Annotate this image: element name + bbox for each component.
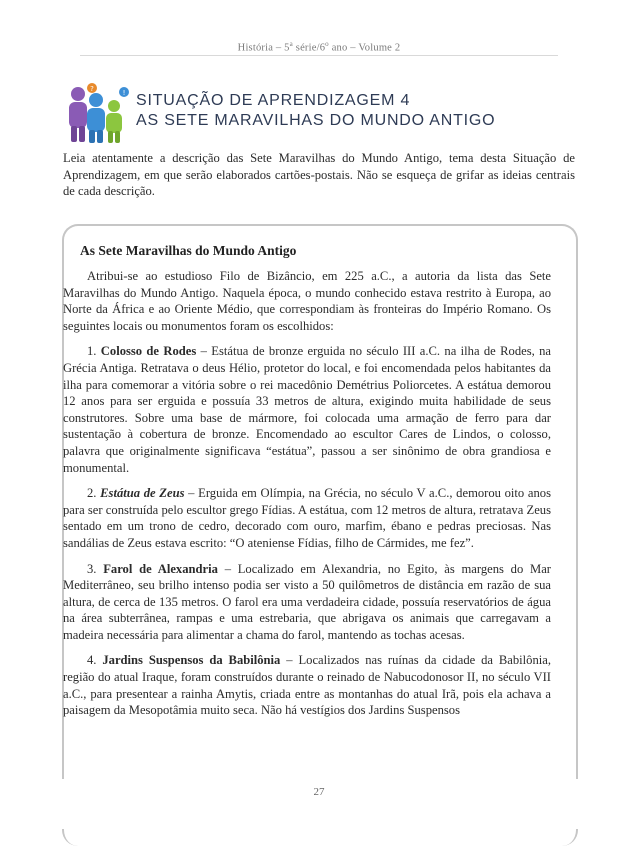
box-body	[63, 268, 551, 728]
wonder-name: Farol de Alexandria	[103, 561, 218, 576]
intro-paragraph: Leia atentamente a descrição das Sete Maravilhas do Mundo Antigo, tema desta Situação de Aprendizagem, em que serão elaborados cartões-postais. Não se esqueça de grifar as ideias centrais de cada descrição.	[63, 151, 575, 199]
people-group-icon	[62, 82, 134, 144]
list-item: 4. Jardins Suspensos da Babilônia – Localizados nas ruínas da cidade da Babilônia, região do atual Iraque, foram construídos durante o reinado de Nabucodonosor II, no século VII a.C., para presentear a rainha Amytis, criada entre as montanhas do atual Irã, pois ela achava a paisagem da Mesopotâmia muito seca. Não há vestígios dos Jardins Suspensos	[63, 653, 552, 718]
header-superscript: a	[289, 40, 293, 48]
header-text: História – 5	[237, 42, 290, 54]
header-text: ano – Volume 2	[328, 42, 401, 54]
running-header	[0, 40, 638, 54]
header-text: série/6	[292, 42, 326, 54]
list-item: 2. Estátua de Zeus – Erguida em Olímpia, na Grécia, no século V a.C., demorou oito anos para ser construída pelo escultor grego Fídias. A estátua, com 12 metros de altura, retratava Zeus sentado em um trono de cedro, decorado com ouro, marfim, ébano e pedras preciosas. Nas sandálias de Zeus estava escrito: “O ateniense Fídias, filho de Cármides, me fez”.	[63, 486, 551, 550]
wonder-name: Jardins Suspensos da Babilônia	[102, 653, 281, 668]
wonder-name: Colosso de Rodes	[100, 344, 197, 359]
list-item: 1. Colosso de Rodes – Estátua de bronze erguida no século III a.C. na ilha de Rodes, na Grécia Antiga. Retratava o deus Hélio, protetor do local, e foi encomendada pelos habitantes da ilha para comemorar a vitória sobre o rei macedônio Demétrius Poliorcetes. A estátua demorou 12 anos para ser erguida e possuía 33 metros de altura, exigindo muita habilidade de seus construtores. Sobre uma base de mármore, foi colocada uma armação de ferro para dar sustentação à cobertura de bronze. Encomendado ao escultor Cares de Lindos, o colosso, palavra que originalmente significava “estátua”, passou a ser sinônimo de obra grandiosa e monumental.	[63, 344, 551, 475]
situation-title-line2: AS SETE MARAVILHAS DO MUNDO ANTIGO	[136, 112, 496, 129]
wonder-name: Estátua de Zeus	[100, 486, 185, 501]
header-divider	[80, 55, 558, 56]
situation-title	[136, 91, 495, 131]
svg-text:?: ?	[90, 85, 94, 93]
page-number: 27	[313, 786, 325, 798]
header-superscript: o	[325, 40, 329, 48]
box-title: As Sete Maravilhas do Mundo Antigo	[80, 243, 297, 258]
list-item: 3. Farol de Alexandria – Localizado em Alexandria, no Egito, às margens do Mar Mediterrâneo, seu brilho intenso podia ser visto a 50 quilômetros de distância em razão de sua altura, de cerca de 135 metros. O farol era uma verdadeira cidade, possuía reservatórios de água na área subterrânea, rampas e uma estrebaria, que abrigava os animais que carregavam a madeira necessária para alimentar a chama do farol, mantendo as tochas acesas.	[63, 561, 552, 642]
situation-title-line1: SITUAÇÃO DE APRENDIZAGEM 4	[136, 92, 411, 109]
svg-text:!: !	[122, 89, 126, 97]
box-paragraph-intro: Atribui-se ao estudioso Filo de Bizâncio, em 225 a.C., a autoria da lista das Sete Maravilhas do Mundo Antigo. Naquela época, o mundo conhecido estava restrito à Europa, ao Norte da África e ao Oriente Médio, que correspondiam às fronteiras do Império Romano. Os seguintes locais ou monumentos foram os escolhidos:	[63, 269, 551, 333]
